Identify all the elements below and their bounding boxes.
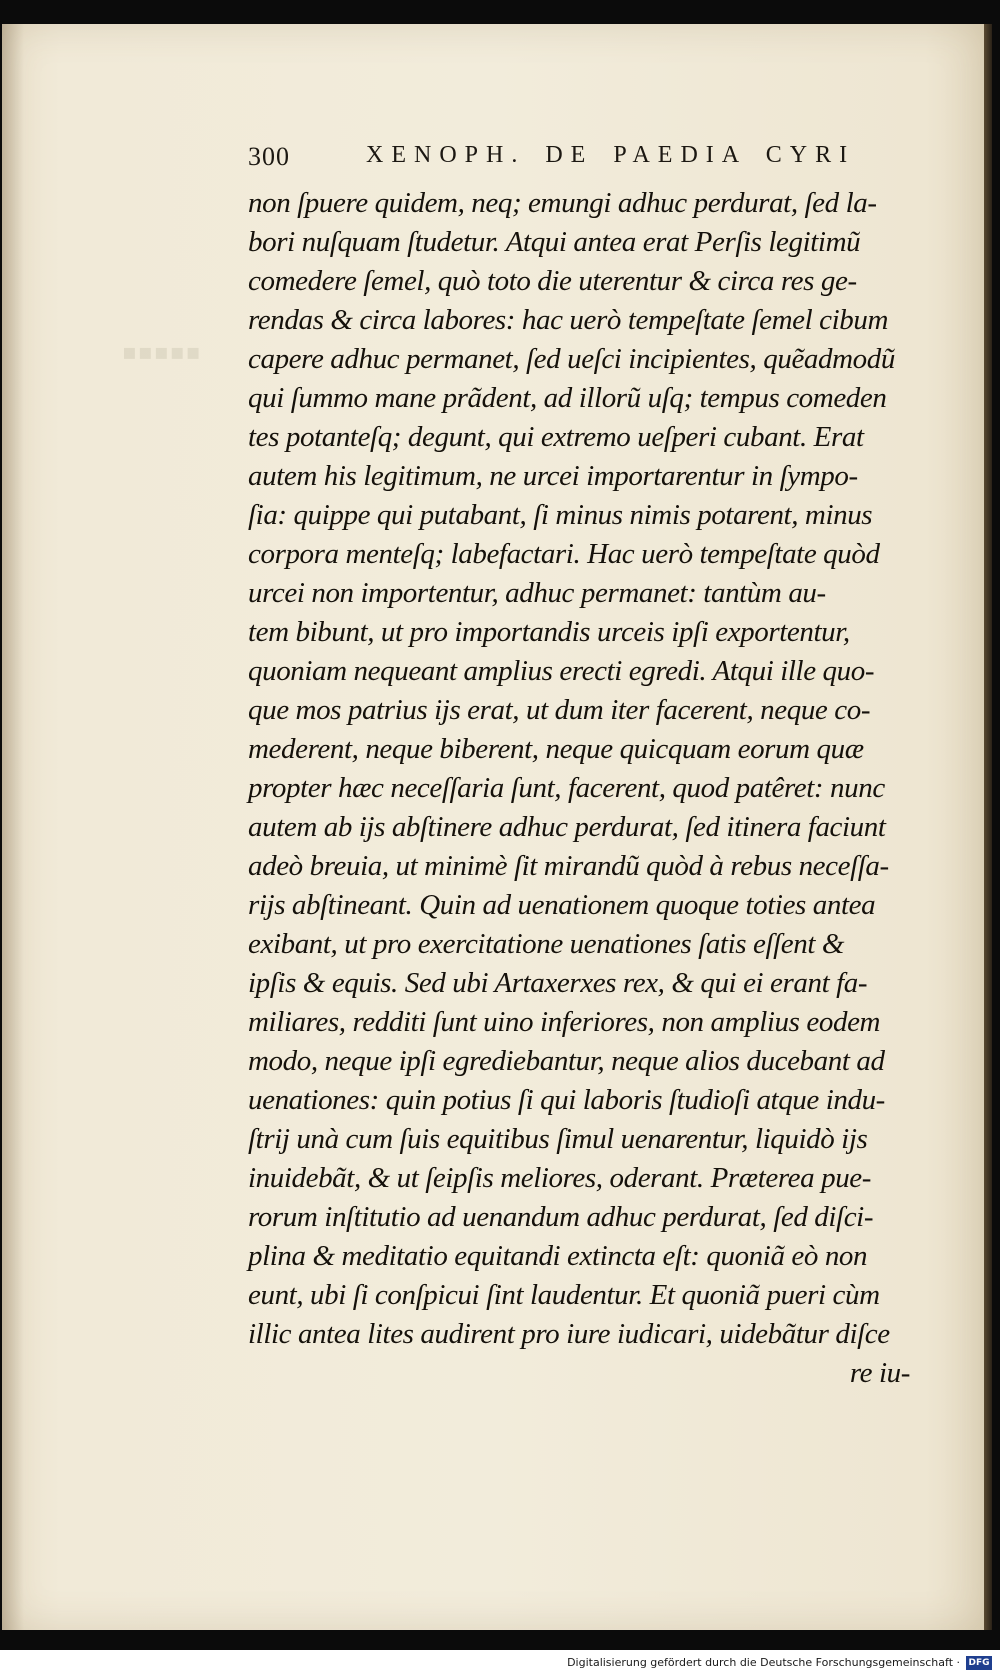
text-line: rijs abſtineant. Quin ad uenationem quoque toties antea: [248, 889, 876, 921]
text-line: ſia: quippe qui putabant, ſi minus nimis potarent, minus: [248, 499, 873, 531]
running-head: [248, 142, 870, 174]
text-line: adeò breuia, ut minimè ſit mirandũ quòd à rebus neceſſa-: [248, 850, 889, 882]
text-line: bori nuſquam ſtudetur. Atqui antea erat Perſis legitimũ: [248, 226, 861, 258]
text-line: tem bibunt, ut pro importandis urceis ipſi exportentur,: [248, 616, 850, 648]
text-line: propter hæc neceſſaria ſunt, facerent, quod patêret: nunc: [248, 772, 885, 804]
text-line: corpora menteſq; labefactari. Hac uerò tempeſtate quòd: [248, 538, 880, 570]
text-line: miliares, redditi ſunt uino inferiores, non amplius eodem: [248, 1006, 881, 1038]
text-line: comedere ſemel, quò toto die uterentur & circa res ge-: [248, 265, 857, 297]
text-line: autem his legitimum, ne urcei importarentur in ſympo-: [248, 460, 858, 492]
text-line: mederent, neque biberent, neque quicquam eorum quæ: [248, 733, 864, 765]
text-line: uenationes: quin potius ſi qui laboris ſtudioſi atque indu-: [248, 1084, 885, 1116]
text-block: [248, 184, 920, 1393]
text-line: capere adhuc permanet, ſed ueſci incipientes, quẽadmodũ: [248, 343, 895, 375]
text-line: tes potanteſq; degunt, qui extremo ueſperi cubant. Erat: [248, 421, 864, 453]
text-line: exibant, ut pro exercitatione uenationes ſatis eſſent &: [248, 928, 844, 960]
page-edge: [984, 24, 992, 1630]
dfg-logo-icon: DFG: [966, 1656, 992, 1670]
page-number: 300: [248, 142, 290, 171]
text-line: autem ab ijs abſtinere adhuc perdurat, ſed itinera faciunt: [248, 811, 886, 843]
text-line: ſtrij unà cum ſuis equitibus ſimul uenarentur, liquidò ijs: [248, 1123, 868, 1155]
spine-shadow: [2, 24, 24, 1630]
text-line: rendas & circa labores: hac uerò tempeſtate ſemel cibum: [248, 304, 889, 336]
text-line: ipſis & equis. Sed ubi Artaxerxes rex, & qui ei erant fa-: [248, 967, 868, 999]
text-line: modo, neque ipſi egrediebantur, neque alios ducebant ad: [248, 1045, 885, 1077]
text-line: inuidebãt, & ut ſeipſis meliores, oderant. Præterea pue-: [248, 1162, 872, 1194]
footer-credit: Digitalisierung gefördert durch die Deutsche Forschungsgemeinschaft ·: [567, 1656, 960, 1669]
text-line: que mos patrius ijs erat, ut dum iter facerent, neque co-: [248, 694, 871, 726]
footer-bar: [0, 1650, 1000, 1677]
text-line: non ſpuere quidem, neq; emungi adhuc perdurat, ſed la-: [248, 187, 877, 219]
bleed-through-ink: ▪▪▪▪▪: [122, 340, 202, 365]
text-line: urcei non importentur, adhuc permanet: tantùm au-: [248, 577, 826, 609]
text-line: eunt, ubi ſi conſpicui ſint laudentur. Et quoniã pueri cùm: [248, 1279, 880, 1311]
text-line: illic antea lites audirent pro iure iudicari, uidebãtur diſce: [248, 1318, 890, 1350]
text-line: plina & meditatio equitandi extincta eſt: quoniã eò non: [248, 1240, 868, 1272]
running-title: XENOPH. DE PAEDIA CYRI: [366, 142, 856, 168]
text-line: quoniam nequeant amplius erecti egredi. Atqui ille quo-: [248, 655, 875, 687]
text-line: rorum inſtitutio ad uenandum adhuc perdurat, ſed diſci-: [248, 1201, 874, 1233]
catchword: re iu-: [849, 1357, 910, 1389]
book-page: [2, 24, 984, 1630]
text-line: qui ſummo mane prãdent, ad illorũ uſq; tempus comeden: [248, 382, 887, 414]
